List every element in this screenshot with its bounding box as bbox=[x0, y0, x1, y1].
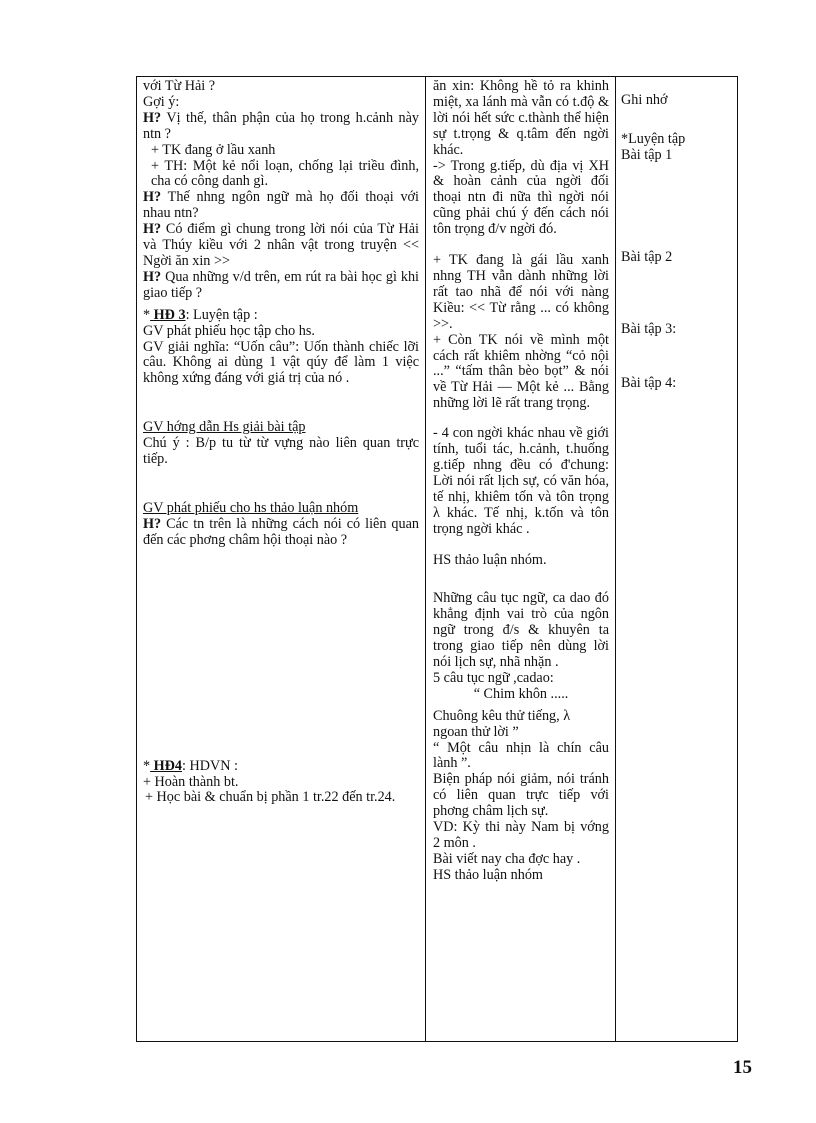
text-line bbox=[143, 420, 419, 436]
lambda-symbol: λ bbox=[563, 707, 571, 724]
question-mark-label: H? bbox=[143, 221, 162, 238]
text-line: + Hoàn thành bt. bbox=[143, 773, 239, 790]
text-line: Chú ý : B/p tu từ từ vựng nào liên quan trực tiếp. bbox=[143, 435, 419, 468]
text-block: HS thảo luận nhóm. bbox=[433, 552, 547, 569]
question-mark-label: H? bbox=[143, 515, 162, 532]
question-mark-label: H? bbox=[143, 268, 162, 285]
text-line: với Từ Hải ? bbox=[143, 78, 216, 94]
activity-title: : HDVN : bbox=[182, 757, 238, 774]
question-text: Vị thế, thân phận của họ trong h.cảnh này ntn ? bbox=[143, 109, 419, 142]
text-block: ngoan thử lời ” bbox=[433, 723, 519, 740]
text-block: ăn xin: Không hề tỏ ra khinh miệt, xa lánh mà vẫn có t.độ & lời nói hết sức c.thành thể hiện sự t.trọng & q.tâm đến ngời khác. bbox=[433, 78, 609, 158]
activity-label: HĐ 3 bbox=[150, 306, 186, 323]
text-line: Gợi ý: bbox=[143, 93, 180, 110]
text-span: khác. Tế nhị, k.tốn và tôn trọng ngời khác . bbox=[433, 504, 609, 537]
text-block bbox=[433, 709, 609, 725]
note-bai-tap-1: Bài tập 1 bbox=[621, 146, 673, 163]
underlined-text: GV phát phiếu cho hs thảo luận nhóm bbox=[143, 499, 359, 516]
text-line bbox=[143, 501, 419, 517]
question bbox=[143, 222, 419, 270]
text-span: Chuông kêu thử tiếng, bbox=[433, 707, 560, 724]
text-block: + Còn TK nói về mình một cách rất khiêm nhờng “cỏ nội ...” “tấm thân bèo bọt” & nói về Từ Hải — Một kẻ ... Bằng những lời lẽ rất trang trọng. bbox=[433, 331, 609, 412]
column-divider bbox=[615, 77, 616, 1041]
question bbox=[143, 517, 419, 549]
question-text: Có điểm gì chung trong lời nói của Từ Hải và Thúy kiều với 2 nhân vật trong truyện << Ngời ăn xin >> bbox=[143, 221, 419, 269]
question-text: Thế nhng ngôn ngữ mà họ đối thoại với nhau ntn? bbox=[143, 189, 419, 222]
note-bai-tap-4: Bài tập 4: bbox=[621, 374, 677, 391]
text-line: + Học bài & chuẩn bị phần 1 tr.22 đến tr.24. bbox=[145, 789, 396, 806]
underlined-text: GV hớng dẫn Hs giải bài tập bbox=[143, 419, 306, 436]
text-block: VD: Kỳ thi này Nam bị vớng 2 môn . bbox=[433, 819, 609, 851]
question bbox=[143, 190, 419, 222]
question-mark-label: H? bbox=[143, 109, 162, 126]
text-block: “ Chim khôn ..... bbox=[473, 685, 569, 702]
text-block: + TK đang là gái lầu xanh nhng TH vẫn dành những lời rất tao nhã để nói với nàng Kiều: << Từ rằng ... có không >>. bbox=[433, 252, 609, 332]
page-number: 15 bbox=[733, 1057, 752, 1078]
text-block: Bài viết nay cha đợc hay . bbox=[433, 850, 581, 867]
lesson-table bbox=[136, 76, 738, 1042]
question-text: Các tn trên là những cách nói có liên quan đến các phơng châm hội thoại nào ? bbox=[143, 515, 419, 548]
text-line: + TH: Một kẻ nổi loạn, chống lại triều đình, cha có công danh gì. bbox=[151, 157, 419, 190]
column-divider bbox=[425, 77, 426, 1041]
question-mark-label: H? bbox=[143, 189, 162, 206]
text-block: Biện pháp nói giảm, nói tránh có liên quan trực tiếp với phơng châm lịch sự. bbox=[433, 771, 609, 820]
activity-title: : Luyện tập : bbox=[185, 306, 258, 323]
activity-heading bbox=[143, 308, 419, 324]
note-luyen-tap: *Luyện tập bbox=[621, 130, 686, 147]
text-line: GV giải nghĩa: “Uốn câu”: Uốn thành chiếc lỡi câu. Không ai dùng 1 vật qúy để làm 1 việc không xứng đáng với giá trị của nó . bbox=[143, 338, 419, 387]
question bbox=[143, 270, 419, 302]
text-line: + TK đang ở lầu xanh bbox=[151, 141, 276, 158]
activity-heading bbox=[143, 759, 419, 775]
text-block: HS thảo luận nhóm bbox=[433, 866, 543, 883]
text-block: “ Một câu nhịn là chín câu lành ”. bbox=[433, 739, 609, 772]
content-column bbox=[433, 79, 609, 884]
text-block: 5 câu tục ngữ ,cadao: bbox=[433, 669, 554, 686]
question bbox=[143, 111, 419, 143]
activity-label: HĐ4 bbox=[150, 757, 183, 774]
text-span: - 4 con ngời khác nhau về giới tính, tuổi tác, h.cảnh, t.huống g.tiếp nhng đều có đ'chung: Lời nói rất lịch sự, có văn hóa, tế nhị, khiêm tốn và tôn trọng bbox=[433, 425, 609, 505]
lambda-symbol: λ bbox=[433, 504, 440, 521]
text-block: -> Trong g.tiếp, dù địa vị XH & hoàn cảnh của ngời đối thoại ntn đi nữa thì ngời nói cũng phải chú ý đến cách nói tôn trọng đ/v ngời đó. bbox=[433, 157, 609, 238]
teacher-activity-column bbox=[143, 79, 419, 806]
notes-column bbox=[621, 79, 731, 391]
note-ghi-nho: Ghi nhớ bbox=[621, 92, 668, 108]
text-block: Những câu tục ngữ, ca dao đó khẳng định vai trò của ngôn ngữ trong đ/s & khuyên ta trong giao tiếp nên dùng lời nói lịch sự, nhã nhặn . bbox=[433, 590, 609, 670]
note-bai-tap-2: Bài tập 2 bbox=[621, 248, 673, 265]
text-line: GV phát phiếu học tập cho hs. bbox=[143, 322, 315, 339]
text-block bbox=[433, 426, 609, 537]
question-text: Qua những v/d trên, em rút ra bài học gì khi giao tiếp ? bbox=[143, 268, 419, 301]
note-bai-tap-3: Bài tập 3: bbox=[621, 320, 677, 337]
bullet-star: * bbox=[143, 757, 151, 774]
bullet-star: * bbox=[143, 306, 151, 323]
